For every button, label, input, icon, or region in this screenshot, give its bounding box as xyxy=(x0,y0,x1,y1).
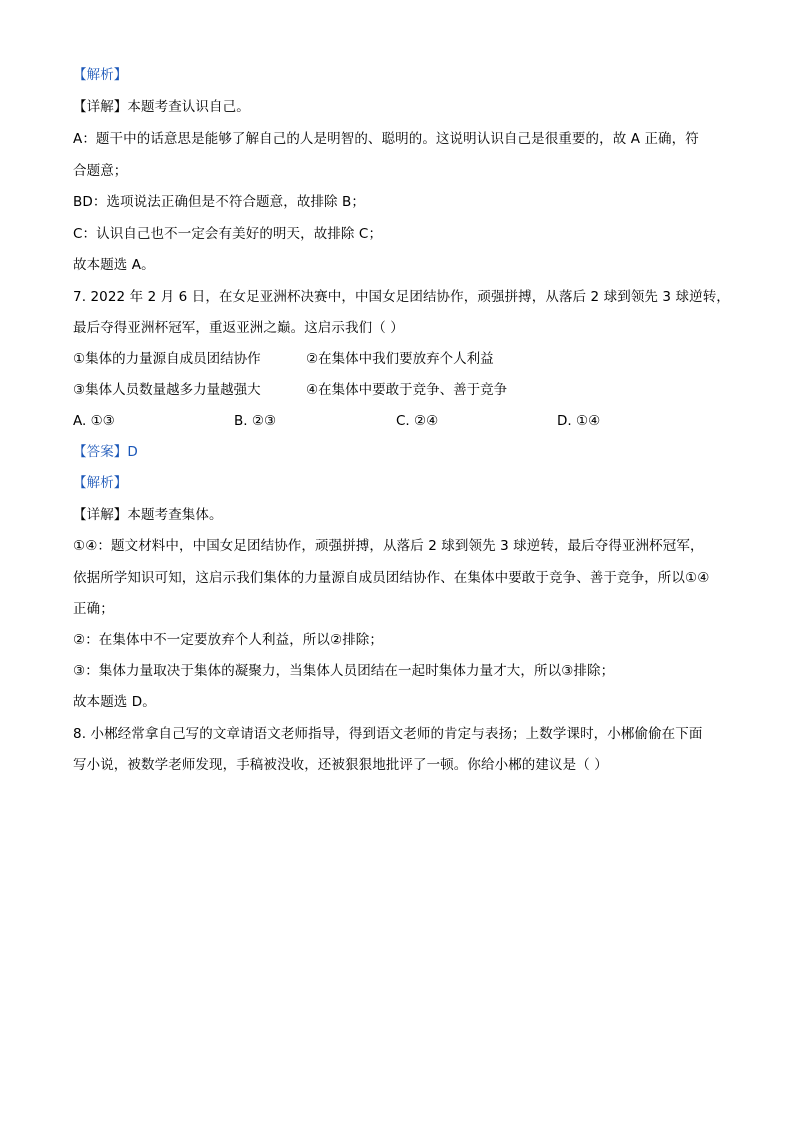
explanation-line: 正确； xyxy=(73,601,114,617)
choice-a: A. ①③ xyxy=(73,413,115,429)
explanation-line: C：认识自己也不一定会有美好的明天，故排除 C； xyxy=(73,226,383,242)
statement-1: ①集体的力量源自成员团结协作 xyxy=(73,351,261,367)
choice-c: C. ②④ xyxy=(396,413,439,429)
explanation-line: 合题意； xyxy=(73,163,128,179)
question-7-stem: 7. 2022 年 2 月 6 日，在女足亚洲杯决赛中，中国女足团结协作，顽强拼搏，从落后 2 球到领先 3 球逆转， xyxy=(73,289,730,305)
question-8-stem: 写小说，被数学老师发现，手稿被没收，还被狠狠地批评了一顿。你给小郴的建议是（ ） xyxy=(73,757,608,773)
detail-line: 【详解】本题考查集体。 xyxy=(73,507,223,523)
answer-label: 【答案】D xyxy=(73,444,138,460)
conclusion-line: 故本题选 A。 xyxy=(73,257,155,273)
explanation-line: 依据所学知识可知，这启示我们集体的力量源自成员团结协作、在集体中要敢于竞争、善于竞争，所以①④ xyxy=(73,570,710,586)
question-7-stem: 最后夺得亚洲杯冠军，重返亚洲之巅。这启示我们（ ） xyxy=(73,320,404,336)
analysis-label: 【解析】 xyxy=(73,475,128,491)
statement-3: ③集体人员数量越多力量越强大 xyxy=(73,382,261,398)
explanation-line: ①④：题文材料中，中国女足团结协作，顽强拼搏，从落后 2 球到领先 3 球逆转，最后夺得亚洲杯冠军， xyxy=(73,538,704,554)
statement-4: ④在集体中要敢于竞争、善于竞争 xyxy=(306,382,508,398)
analysis-label: 【解析】 xyxy=(73,67,128,83)
choice-b: B. ②③ xyxy=(234,413,277,429)
explanation-line: BD：选项说法正确但是不符合题意，故排除 B； xyxy=(73,194,366,210)
explanation-line: ②：在集体中不一定要放弃个人利益，所以②排除； xyxy=(73,632,384,648)
question-8-stem: 8. 小郴经常拿自己写的文章请语文老师指导，得到语文老师的肯定与表扬；上数学课时，小郴偷偷在下面 xyxy=(73,726,703,742)
explanation-line: A：题干中的话意思是能够了解自己的人是明智的、聪明的。这说明认识自己是很重要的，故 A 正确，符 xyxy=(73,131,699,147)
choice-d: D. ①④ xyxy=(557,413,601,429)
detail-line: 【详解】本题考查认识自己。 xyxy=(73,99,250,115)
conclusion-line: 故本题选 D。 xyxy=(73,694,156,710)
explanation-line: ③：集体力量取决于集体的凝聚力，当集体人员团结在一起时集体力量才大，所以③排除； xyxy=(73,663,615,679)
statement-2: ②在集体中我们要放弃个人利益 xyxy=(306,351,494,367)
